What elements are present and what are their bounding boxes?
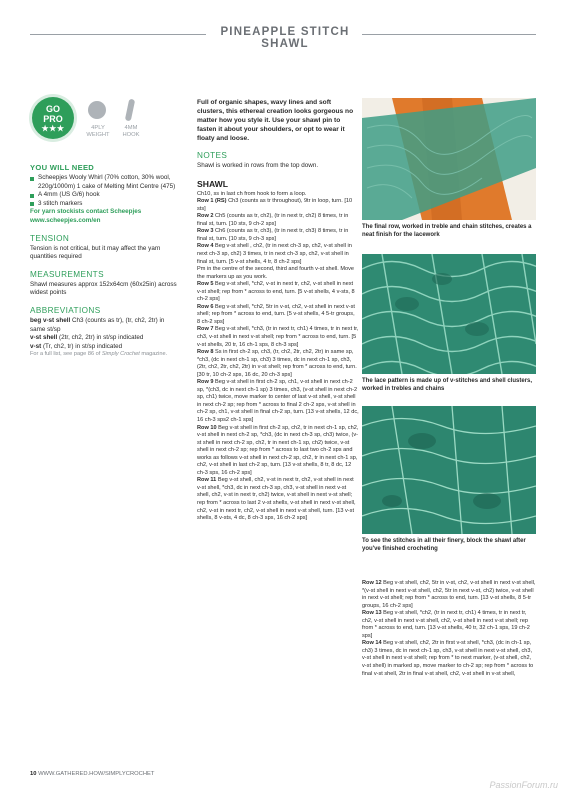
pattern-row xyxy=(197,266,359,281)
footer xyxy=(30,771,154,777)
row-instructions: Ch3 (counts as tr throughout), 9tr in loop, turn. [10 sts] xyxy=(197,198,353,212)
abbreviation-term: beg v-st shell xyxy=(30,316,71,324)
row-label: Row 12 xyxy=(362,580,382,586)
row-instructions: Beg v-st shell, *ch2, (tr in next tr, ch1) 4 times, tr in next tr, ch2, v-st shell in next v-st shell, ch2, v-st shell in next v-st shell; rep from * across to end, turn. [13 v-st shells, 40 tr, 32 ch-1 sps, 19 ch-2 sps] xyxy=(362,610,530,639)
shawl-photo-blocked xyxy=(362,406,536,534)
abbreviation-def: (2tr, ch2, 2tr) in st/sp indicated xyxy=(57,334,144,342)
abbreviation-item xyxy=(30,343,180,352)
row-instructions: Beg v-st shell in first ch-2 sp, ch1, v-st shell in next ch-2 sp, *(ch3, dc in next ch-1 sp) 3 times, ch3, (v-st shell in next ch-2 sp, ch1) twice, move marker to center of last v-st shell, v-st shell in next ch-2 sp; rep from * across to final 2 ch-2 sps, v-st shell in ch-2 sp, ch1, v-st shell in final ch-2 sp, turn. [13 v-st shells, 12 dc, 16 ch-3 sps2 ch-1 sps] xyxy=(197,379,359,423)
magazine-name: Simply Crochet xyxy=(101,351,140,358)
row-label: Row 2 xyxy=(197,213,214,220)
list-item: A 4mm (US G/6) hook xyxy=(30,191,180,200)
abbreviation-term: v-st shell xyxy=(30,334,58,342)
tension-heading: TENSION xyxy=(30,233,70,243)
pattern-rows xyxy=(197,191,359,523)
main-column xyxy=(197,98,359,523)
watermark: PassionForum.ru xyxy=(489,780,558,790)
note-text: magazine. xyxy=(139,351,168,358)
page-title: PINEAPPLE STITCH SHAWL xyxy=(220,26,350,50)
row-label: Row 3 xyxy=(197,228,214,235)
row-label: Row 11 xyxy=(197,477,217,484)
list-item: 3 stitch markers xyxy=(30,200,180,209)
crochet-hook-icon xyxy=(125,99,135,122)
abbreviation-term: v-st xyxy=(30,342,42,350)
pattern-row xyxy=(197,379,359,424)
pattern-row xyxy=(362,610,536,640)
row-label: Row 7 xyxy=(197,326,214,333)
row-instructions: Ch6 (counts as tr, ch3), (tr in next tr, ch3) 8 times, tr in final st, turn. [10 sts, 9 ch-3 sps] xyxy=(197,228,349,242)
abbreviation-note xyxy=(30,351,180,359)
row-instructions: Beg v-st shell, ch2, 2tr in first v-st shell, *ch3, (dc in ch-1 sp, ch3) 3 times, dc in next ch-1 sp, ch3, v-st shell in next v-st shell, ch3, v-st shell in next v-st shell; rep from * to next marker, (v-st shell, ch2, v-st shell) in marked sp, move marker to ch-2 sp; rep from * across to final v-st shell, 2tr in final v-st shell, ch2, v-st shell in v-st shell, xyxy=(362,640,534,677)
pattern-rows xyxy=(362,580,536,678)
go-pro-line2: PRO xyxy=(43,114,63,124)
list-item: Scheepjes Wooly Whirl (70% cotton, 30% wool, 220g/1000m) 1 cake of Melting Mint Centre (475) xyxy=(30,174,180,191)
pattern-row xyxy=(197,228,359,243)
pattern-row xyxy=(362,580,536,610)
row-instructions: Beg v-st shell , ch2, (tr in next ch-3 sp, ch2, v-st shell in next ch-3 sp, ch2) 3 times, tr in next ch-3 sp, ch2, v-st shell in final st, turn. [5 v-st shells, 4 tr, 8 ch-2 sps] xyxy=(197,243,352,265)
go-pro-badge xyxy=(32,97,74,139)
abbreviation-def: (Tr, ch2, tr) in st/sp indicated xyxy=(41,342,123,350)
row-label: Row 1 (RS) xyxy=(197,198,227,205)
measurements-heading: MEASUREMENTS xyxy=(30,269,104,279)
pattern-row xyxy=(197,243,359,266)
photo-caption: The lace pattern is made up of v-stitches and shell clusters, worked in trebles and chains xyxy=(362,378,533,392)
pattern-row xyxy=(197,477,359,522)
header-rule-right xyxy=(362,34,536,35)
row-instructions: Beg v-st shell, *ch3, (tr in next tr, ch1) 4 times, tr in next tr, ch3, v-st shell in next v-st shell; rep from * across to end, turn. [5 v-st shells, 20 tr, 16 ch-1 sps, 8 ch-3 sps] xyxy=(197,326,359,348)
row-instructions: Beg v-st shell, ch2, 5tr in v-st, ch2, v-st shell in next v-st shell, *(v-st shell in next v-st shell, ch2, 5tr in next v-st, ch2) twice, v-st shell in next v-st shell; rep from * across to end, turn. [13 v-st shells, 8 5-tr groups, 16 ch-2 sps] xyxy=(362,580,536,609)
row-label: Row 9 xyxy=(197,379,214,386)
pattern-row xyxy=(197,198,359,213)
abbreviation-item xyxy=(30,334,180,343)
row-instructions: Beg v-st shell, *ch2, 5tr in v-st, ch2, v-st shell in next v-st shell; rep from * across to end, turn. [5 v-st shells, 4 5-tr groups, 8 ch-2 sps] xyxy=(197,303,355,325)
intro-text: Full of organic shapes, wavy lines and soft clusters, this ethereal creation looks gorgeous no matter how you style it. Use your shawl pin to fasten it about your shoulders, or opt to wear it floaty and loose. xyxy=(197,99,354,142)
row-instructions: Beg v-st shell, *ch2, v-st in next tr, ch2, v-st shell in next v-st shell; rep from * across to end, turn. [5 v-st shells, 4 v-sts, 8 ch-2 sps] xyxy=(197,281,355,303)
pattern-row xyxy=(362,640,536,678)
pattern-row xyxy=(197,281,359,304)
row-label: Row 5 xyxy=(197,281,214,288)
footer-url: WWW.GATHERED.HOW/SIMPLYCROCHET xyxy=(38,771,155,777)
pattern-row xyxy=(197,326,359,349)
notes-heading: NOTES xyxy=(197,151,228,160)
notes-text: Shawl is worked in rows from the top down. xyxy=(197,162,319,169)
shawl-heading: SHAWL xyxy=(197,178,229,189)
tension-text: Tension is not critical, but it may affect the yarn quantities required xyxy=(30,244,161,261)
pattern-row xyxy=(197,191,359,199)
header-rule-left xyxy=(30,34,206,35)
row-instructions: Ch10, ss in last ch from hook to form a loop. xyxy=(197,190,307,197)
photo-caption: The final row, worked in treble and chain stitches, creates a neat finish for the lacework xyxy=(362,224,532,238)
row-instructions: Pm in the centre of the second, third and fourth v-st shell. Move the markers up as you work. xyxy=(197,266,355,280)
photo-caption: To see the stitches in all their finery, block the shawl after you've finished crocheting xyxy=(362,538,526,552)
page-number: 10 xyxy=(30,771,37,777)
yarn-ball-icon xyxy=(88,101,106,119)
note-text: For a full list, see page 86 of xyxy=(30,351,102,358)
pattern-rows-continued xyxy=(362,580,536,678)
skill-badges xyxy=(30,95,180,155)
measurements-text: Shawl measures approx 152x64cm (60x25in) across widest points xyxy=(30,280,177,297)
abbreviations-heading: ABBREVIATIONS xyxy=(30,305,101,315)
row-label: Row 6 xyxy=(197,303,214,310)
go-pro-line1: GO xyxy=(45,104,60,114)
weight-label: 4PLY WEIGHT xyxy=(86,125,110,138)
row-label: Row 10 xyxy=(197,424,217,431)
hook-label: 4MM HOOK xyxy=(122,125,140,138)
row-instructions: Ch5 (counts as tr, ch2), (tr in next tr, ch2) 8 times, tr in final st, turn. [10 sts, 9 ch-2 sps] xyxy=(197,213,349,227)
you-will-need-heading: YOU WILL NEED xyxy=(30,163,95,172)
pattern-row xyxy=(197,304,359,327)
abbreviation-item xyxy=(30,317,180,334)
row-instructions: Beg v-st shell in first ch-2 sp, ch2, tr in next ch-1 sp, ch2, v-st shell in next ch-2 sp, *ch3, (dc in next ch-3 sp, ch3) twice, (v-st shell in next ch-2 sp, ch2, tr in next ch-1 sp, ch2) twice, v-st shell in next ch-2 sp; rep from * across to last two ch-2 sps and works as follows v-st shell in next ch-2 sp, ch2, tr in next ch-1 sp, ch2, v-st shell in last ch-2 sp, turn. [13 v-st shells, 8 tr, 8 dc, 12 ch-3 sps, 16 ch-2 sps] xyxy=(197,424,359,476)
row-label: Row 14 xyxy=(362,640,382,647)
pattern-row xyxy=(197,425,359,478)
pattern-row xyxy=(197,349,359,379)
stockists-note: For yarn stockists contact Scheepjes www.scheepjes.com/en xyxy=(30,208,142,224)
star-icon: ★★★ xyxy=(41,124,65,133)
shawl-photo-final-row xyxy=(362,98,536,220)
shawl-photo-lace-detail xyxy=(362,254,536,374)
row-instructions: Ss in first ch-2 sp, ch3, (tr, ch2, 2tr, ch2, 2tr) in same sp, *ch3, (dc in next ch-1 sp, ch3) 3 times, dc in next ch-1 sp, ch3, (2tr, ch2, 2tr, ch2, 2tr) in v-st shell; rep from * across to end, turn. [30 tr, 10 ch-2 sps, 16 dc, 20 ch-3 sps] xyxy=(197,349,357,378)
row-label: Row 4 xyxy=(197,243,214,250)
row-instructions: Beg v-st shell, ch2, v-st in next tr, ch2, v-st shell in next v-st shell, *ch3, dc in next ch-3 sp, ch3, v-st shell in next v-st shell, ch2, v-st in next tr, ch2) twice, v-st shell in next v-st shell; rep from * across to last 2 v-st shells, v-st shell in next v-st shell, ch2, v-st in next tr, ch2, v-st shell in next v-st shell, turn. [13 v-st shells, 8 v-sts, 4 dc, 8 ch-3 sps, 16 ch-2 sps] xyxy=(197,477,356,522)
pattern-row xyxy=(197,213,359,228)
abbreviation-def: Ch3 (counts as tr), (tr, ch2, 2tr) in same st/sp xyxy=(30,316,165,333)
row-label: Row 13 xyxy=(362,610,382,617)
sidebar xyxy=(30,95,180,359)
row-label: Row 8 xyxy=(197,349,214,356)
